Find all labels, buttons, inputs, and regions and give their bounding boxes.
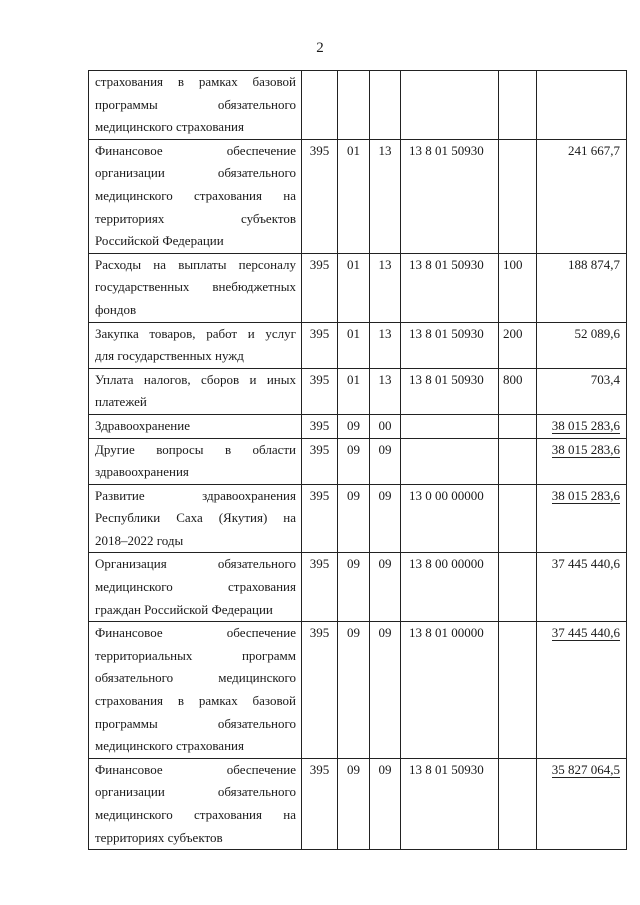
cell-section-code-value: 01 [347, 371, 360, 387]
item-name-line: обязательного медицинского [95, 670, 296, 686]
cell-section-code [338, 414, 370, 438]
table-row [89, 368, 627, 414]
cell-department-code-value: 395 [309, 142, 330, 158]
item-name-line: программы обязательного [95, 96, 296, 112]
cell-department-code [302, 414, 338, 438]
cell-subsection-code [370, 139, 401, 253]
item-name-line: граждан Российской Федерации [95, 601, 273, 617]
item-name-line: территориях субъектов [95, 210, 296, 226]
cell-amount-value: 241 667,7 [568, 142, 620, 158]
item-name-line: фондов [95, 301, 137, 317]
cell-section-code-value: 09 [347, 417, 360, 433]
cell-department-code [302, 758, 338, 849]
cell-item-name [89, 71, 302, 140]
cell-section-code-value: 01 [347, 325, 360, 341]
item-name-line: Развитие здравоохранения [95, 487, 296, 503]
cell-amount-value: 52 089,6 [574, 325, 620, 341]
item-name-line: государственных внебюджетных [95, 279, 296, 295]
cell-department-code-value: 395 [309, 417, 330, 433]
cell-amount [537, 622, 627, 759]
item-name-line: медицинского страхования [95, 119, 244, 135]
cell-expense-type-code [499, 414, 537, 438]
cell-subsection-code [370, 322, 401, 368]
cell-department-code-value: 395 [309, 487, 330, 503]
cell-expense-type-code [499, 253, 537, 322]
cell-subsection-code [370, 553, 401, 622]
cell-subsection-code [370, 758, 401, 849]
item-name-line: медицинского страхования на [95, 187, 296, 203]
cell-subsection-code-value: 13 [378, 256, 392, 272]
cell-department-code-value: 395 [309, 441, 330, 457]
cell-amount-value: 37 445 440,6 [551, 556, 620, 572]
item-name-line: медицинского страхования на [95, 807, 296, 822]
cell-amount-value: 188 874,7 [568, 256, 620, 272]
cell-department-code [302, 622, 338, 759]
cell-department-code [302, 438, 338, 484]
cell-subsection-code-value: 09 [378, 625, 392, 641]
item-name-line: платежей [95, 394, 147, 410]
item-name-line: медицинского страхования [95, 579, 296, 595]
cell-department-code [302, 368, 338, 414]
cell-target-article-code [401, 139, 499, 253]
item-name-line: страхования в рамках базовой [95, 693, 296, 709]
cell-department-code-value: 395 [309, 371, 330, 387]
cell-department-code-value: 395 [309, 625, 330, 641]
cell-target-article-code [401, 253, 499, 322]
budget-table-body [89, 71, 627, 850]
cell-department-code [302, 553, 338, 622]
table-row [89, 622, 627, 759]
table-row [89, 253, 627, 322]
cell-target-article-code [401, 553, 499, 622]
cell-amount-value: 38 015 283,6 [551, 417, 620, 433]
cell-amount-value: 703,4 [590, 371, 620, 387]
cell-section-code [338, 368, 370, 414]
cell-department-code [302, 139, 338, 253]
cell-target-article-code [401, 622, 499, 759]
cell-item-name [89, 253, 302, 322]
cell-subsection-code [370, 253, 401, 322]
cell-amount [537, 414, 627, 438]
table-row [89, 553, 627, 622]
table-row [89, 322, 627, 368]
item-name-line: организации обязательного [95, 165, 296, 181]
cell-item-name [89, 622, 302, 759]
item-name-line: Расходы на выплаты персоналу [95, 256, 296, 272]
item-name-line: Здравоохранение [95, 417, 190, 433]
cell-section-code-value: 09 [347, 556, 360, 572]
cell-amount [537, 368, 627, 414]
cell-item-name [89, 139, 302, 253]
table-row [89, 414, 627, 438]
cell-subsection-code [370, 484, 401, 553]
cell-target-article-code-value: 13 8 01 50930 [409, 761, 484, 777]
cell-target-article-code [401, 438, 499, 484]
cell-section-code [338, 758, 370, 849]
item-name-line: 2018–2022 годы [95, 532, 184, 548]
cell-subsection-code-value: 13 [378, 325, 392, 341]
item-name-line: Закупка товаров, работ и услуг [95, 325, 296, 341]
cell-target-article-code [401, 71, 499, 140]
cell-item-name [89, 484, 302, 553]
cell-amount [537, 322, 627, 368]
cell-department-code [302, 71, 338, 140]
item-name-line: Другие вопросы в области [95, 441, 296, 457]
cell-section-code [338, 139, 370, 253]
page-number: 2 [316, 40, 324, 56]
item-name-line: Финансовое обеспечение [95, 625, 296, 641]
cell-department-code-value: 395 [309, 325, 330, 341]
cell-amount [537, 253, 627, 322]
table-row [89, 484, 627, 553]
cell-subsection-code [370, 71, 401, 140]
cell-expense-type-code [499, 484, 537, 553]
cell-section-code [338, 71, 370, 140]
item-name-line: территориях субъектов [95, 829, 223, 845]
cell-subsection-code [370, 438, 401, 484]
cell-subsection-code-value: 09 [378, 556, 392, 572]
cell-target-article-code-value: 13 8 01 50930 [409, 256, 484, 272]
cell-item-name [89, 322, 302, 368]
cell-department-code [302, 484, 338, 553]
item-name-line: Уплата налогов, сборов и иных [95, 371, 296, 387]
cell-section-code [338, 253, 370, 322]
cell-section-code-value: 01 [347, 256, 360, 272]
cell-section-code-value: 09 [347, 441, 360, 457]
cell-department-code [302, 322, 338, 368]
cell-amount-value: 38 015 283,6 [551, 441, 620, 457]
cell-target-article-code [401, 414, 499, 438]
item-name-line: Республики Саха (Якутия) на [95, 510, 296, 526]
cell-department-code-value: 395 [309, 761, 330, 777]
cell-expense-type-code [499, 553, 537, 622]
cell-target-article-code-value: 13 8 00 00000 [409, 556, 484, 572]
cell-target-article-code [401, 322, 499, 368]
cell-target-article-code-value: 13 8 01 50930 [409, 142, 484, 158]
cell-item-name [89, 414, 302, 438]
cell-item-name [89, 368, 302, 414]
cell-subsection-code-value: 09 [378, 487, 392, 503]
item-name-line: здравоохранения [95, 464, 189, 480]
cell-amount [537, 139, 627, 253]
cell-section-code-value: 09 [347, 761, 360, 777]
cell-section-code-value: 01 [347, 142, 360, 158]
cell-target-article-code [401, 484, 499, 553]
table-row [89, 438, 627, 484]
cell-expense-type-code-value: 200 [503, 325, 523, 341]
cell-target-article-code-value: 13 8 01 50930 [409, 325, 484, 341]
cell-amount-value: 35 827 064,5 [551, 761, 620, 777]
cell-item-name [89, 758, 302, 849]
cell-section-code-value: 09 [347, 487, 360, 503]
budget-table [88, 70, 627, 850]
cell-section-code [338, 553, 370, 622]
cell-amount [537, 71, 627, 140]
item-name-line: Финансовое обеспечение [95, 761, 296, 777]
item-name-line: Организация обязательного [95, 556, 296, 572]
cell-expense-type-code [499, 622, 537, 759]
cell-amount [537, 758, 627, 849]
cell-expense-type-code [499, 322, 537, 368]
item-name-line: страхования в рамках базовой [95, 74, 296, 89]
item-name-line: для государственных нужд [95, 348, 244, 364]
cell-subsection-code [370, 368, 401, 414]
item-name-line: Финансовое обеспечение [95, 142, 296, 158]
item-name-line: организации обязательного [95, 784, 296, 800]
cell-subsection-code-value: 09 [378, 441, 392, 457]
cell-target-article-code-value: 13 0 00 00000 [409, 487, 484, 503]
cell-expense-type-code [499, 758, 537, 849]
cell-target-article-code-value: 13 8 01 00000 [409, 625, 484, 641]
cell-subsection-code-value: 09 [378, 761, 392, 777]
cell-expense-type-code [499, 368, 537, 414]
cell-expense-type-code [499, 139, 537, 253]
cell-subsection-code-value: 13 [378, 371, 392, 387]
cell-department-code-value: 395 [309, 256, 330, 272]
cell-section-code-value: 09 [347, 625, 360, 641]
cell-amount [537, 553, 627, 622]
cell-department-code [302, 253, 338, 322]
table-row [89, 758, 627, 849]
item-name-line: Российской Федерации [95, 233, 224, 249]
cell-target-article-code [401, 368, 499, 414]
cell-expense-type-code-value: 100 [503, 256, 523, 272]
cell-amount [537, 438, 627, 484]
cell-department-code-value: 395 [309, 556, 330, 572]
cell-target-article-code-value: 13 8 01 50930 [409, 371, 484, 387]
cell-section-code [338, 322, 370, 368]
cell-section-code [338, 484, 370, 553]
cell-expense-type-code [499, 71, 537, 140]
cell-section-code [338, 438, 370, 484]
cell-section-code [338, 622, 370, 759]
cell-target-article-code [401, 758, 499, 849]
cell-expense-type-code [499, 438, 537, 484]
cell-subsection-code [370, 622, 401, 759]
cell-item-name [89, 438, 302, 484]
table-row [89, 71, 627, 140]
cell-subsection-code-value: 13 [378, 142, 392, 158]
table-row [89, 139, 627, 253]
cell-subsection-code-value: 00 [378, 417, 392, 433]
cell-expense-type-code-value: 800 [503, 371, 523, 387]
cell-subsection-code [370, 414, 401, 438]
cell-item-name [89, 553, 302, 622]
cell-amount [537, 484, 627, 553]
cell-amount-value: 38 015 283,6 [551, 487, 620, 503]
cell-amount-value: 37 445 440,6 [551, 625, 620, 641]
item-name-line: программы обязательного [95, 715, 296, 731]
item-name-line: территориальных программ [95, 647, 296, 663]
item-name-line: медицинского страхования [95, 738, 244, 754]
